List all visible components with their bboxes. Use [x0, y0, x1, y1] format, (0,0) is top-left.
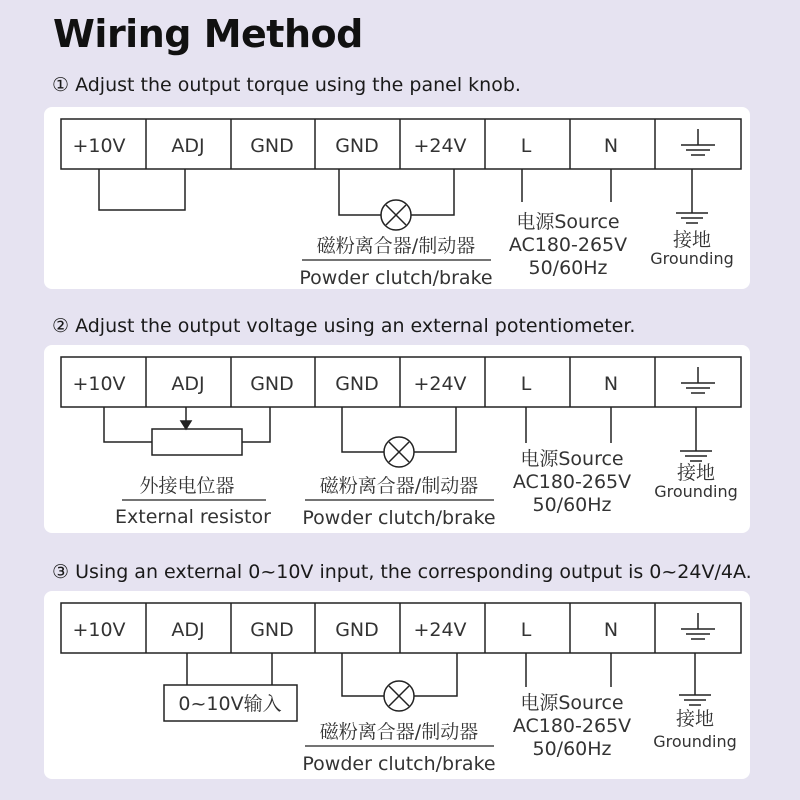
source-frequency: 50/60Hz — [532, 494, 612, 516]
terminal-10v: +10V — [72, 619, 126, 641]
terminal-10v: +10V — [72, 135, 126, 157]
terminal-gnd-2: GND — [335, 135, 379, 157]
source-frequency: 50/60Hz — [528, 257, 608, 279]
terminal-l: L — [520, 135, 532, 157]
terminal-gnd-1: GND — [250, 135, 294, 157]
terminal-strip — [61, 119, 741, 169]
terminal-adj: ADJ — [171, 619, 205, 641]
load-label-cn: 磁粉离合器/制动器 — [316, 235, 476, 257]
section-1-caption: ① Adjust the output torque using the panel knob. — [52, 74, 521, 96]
load-label-en: Powder clutch/brake — [302, 753, 496, 775]
ground-label-en: Grounding — [650, 249, 734, 268]
ground-label-cn: 接地 — [676, 462, 716, 484]
load-label-cn: 磁粉离合器/制动器 — [319, 475, 479, 497]
terminal-gnd-2: GND — [335, 373, 379, 395]
clutch-coil-icon — [384, 437, 414, 467]
source-label: 电源Source — [520, 692, 624, 714]
ground-icon — [679, 653, 711, 705]
terminal-l: L — [520, 373, 532, 395]
ground-icon — [681, 129, 715, 155]
terminal-n: N — [603, 373, 619, 395]
ground-icon — [681, 613, 715, 639]
terminal-strip — [61, 357, 741, 407]
ground-label-en: Grounding — [654, 482, 738, 501]
terminal-adj: ADJ — [171, 373, 205, 395]
clutch-coil-icon — [384, 681, 414, 711]
section-3-caption: ③ Using an external 0~10V input, the corresponding output is 0~24V/4A. — [52, 561, 752, 583]
page-title: Wiring Method — [53, 12, 363, 56]
source-label: 电源Source — [516, 211, 620, 233]
load-label-cn: 磁粉离合器/制动器 — [319, 721, 479, 743]
terminal-n: N — [603, 135, 619, 157]
source-voltage: AC180-265V — [508, 234, 628, 256]
section-2-caption: ② Adjust the output voltage using an external potentiometer. — [52, 315, 636, 337]
wiring-panel-2 — [44, 345, 750, 533]
source-label: 电源Source — [520, 448, 624, 470]
terminal-24v: +24V — [413, 373, 467, 395]
source-voltage: AC180-265V — [512, 471, 632, 493]
terminal-10v: +10V — [72, 373, 126, 395]
load-label-en: Powder clutch/brake — [299, 267, 493, 289]
terminal-gnd-2: GND — [335, 619, 379, 641]
load-label-en: Powder clutch/brake — [302, 507, 496, 529]
terminal-adj: ADJ — [171, 135, 205, 157]
ground-icon — [681, 367, 715, 393]
source-voltage: AC180-265V — [512, 715, 632, 737]
wiring-panel-3 — [44, 591, 750, 779]
resistor-label-en: External resistor — [115, 506, 271, 528]
terminal-24v: +24V — [413, 135, 467, 157]
jumper-wire — [99, 169, 185, 210]
source-frequency: 50/60Hz — [532, 738, 612, 760]
terminal-strip — [61, 603, 741, 653]
terminal-gnd-1: GND — [250, 373, 294, 395]
resistor-label-cn: 外接电位器 — [139, 475, 235, 497]
ground-label-en: Grounding — [653, 732, 737, 751]
ground-icon — [676, 169, 708, 223]
terminal-n: N — [603, 619, 619, 641]
terminal-gnd-1: GND — [250, 619, 294, 641]
terminal-l: L — [520, 619, 532, 641]
input-label: 0~10V输入 — [178, 693, 282, 715]
ground-label-cn: 接地 — [675, 708, 715, 730]
potentiometer-icon — [104, 407, 270, 455]
terminal-24v: +24V — [413, 619, 467, 641]
ground-label-cn: 接地 — [672, 229, 712, 251]
ground-icon — [680, 407, 712, 461]
clutch-coil-icon — [381, 200, 411, 230]
wiring-panel-1 — [44, 107, 750, 289]
